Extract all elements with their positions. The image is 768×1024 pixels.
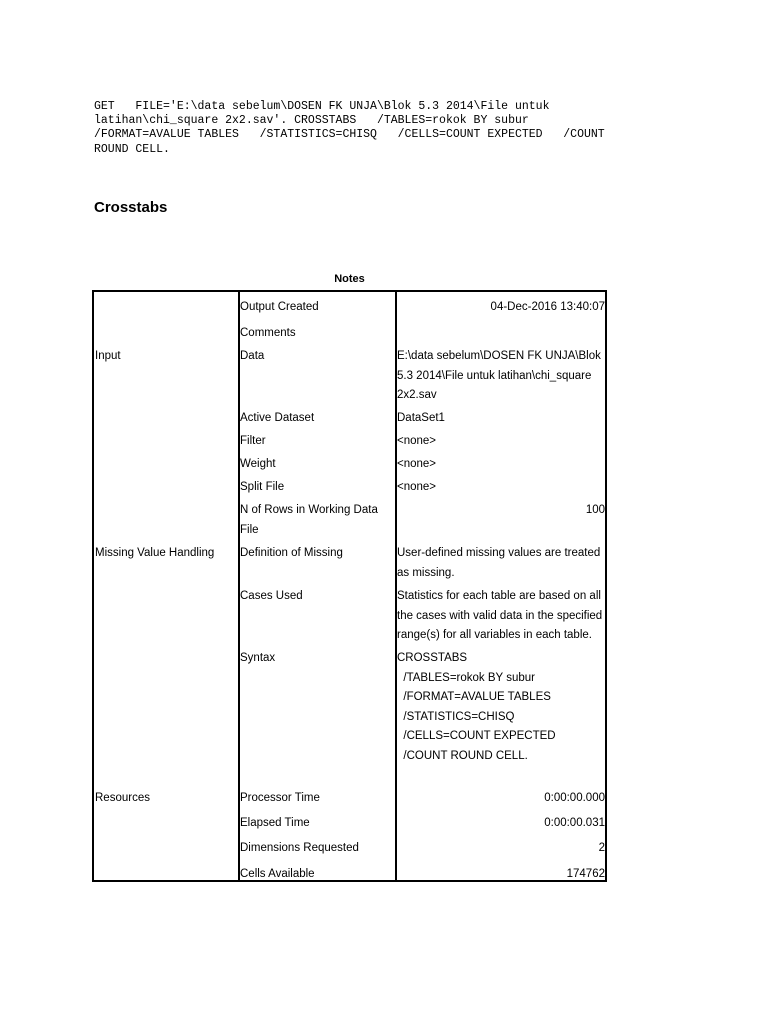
row-value: CROSSTABS /TABLES=rokok BY subur /FORMAT=AVALUE TABLES /STATISTICS=CHISQ /CELLS=COUNT EXPECTED /COUNT ROUND CELL. [397, 652, 556, 762]
row-label: Cells Available [240, 868, 315, 880]
table-caption: Notes [334, 273, 365, 285]
row-label: Comments [240, 327, 296, 339]
row-value: 04-Dec-2016 13:40:07 [490, 301, 605, 313]
row-value: 2 [598, 842, 605, 854]
row-label: Active Dataset [240, 412, 315, 424]
row-value: E:\data sebelum\DOSEN FK UNJA\Blok 5.3 2014\File untuk latihan\chi_square 2x2.sav [397, 350, 601, 402]
row-value: User-defined missing values are treated as missing. [397, 547, 601, 579]
syntax-text: GET FILE='E:\data sebelum\DOSEN FK UNJA\Blok 5.3 2014\File untuk latihan\chi_square 2x2.sav'. CROSSTABS /TABLES=rokok BY subur /FORMAT=AVALUE TABLES /STATISTICS=CHISQ /CELLS=COUNT EXPECTED /COUNT ROUND CELL. [94, 100, 605, 156]
row-value: <none> [397, 435, 437, 447]
row-label: Syntax [240, 652, 276, 664]
group-label: Resources [95, 792, 150, 804]
row-value: 0:00:00.000 [544, 792, 605, 804]
notes-table [92, 290, 607, 882]
row-value: 0:00:00.031 [544, 817, 605, 829]
row-label: Cases Used [240, 590, 303, 602]
row-label: Split File [240, 481, 285, 493]
row-value: 174762 [566, 868, 605, 880]
row-value: Statistics for each table are based on all the cases with valid data in the specified range(s) for all variables in each table. [397, 590, 603, 642]
row-label: Data [240, 350, 265, 362]
row-label: Output Created [240, 301, 319, 313]
section-heading: Crosstabs [94, 199, 168, 216]
row-label: Filter [240, 435, 266, 447]
row-label: N of Rows in Working Data File [240, 504, 378, 536]
row-label: Elapsed Time [240, 817, 310, 829]
group-label: Missing Value Handling [95, 547, 215, 559]
group-label: Input [95, 350, 121, 362]
row-label: Processor Time [240, 792, 320, 804]
row-value: <none> [397, 458, 437, 470]
row-label: Dimensions Requested [240, 842, 359, 854]
row-label: Definition of Missing [240, 547, 343, 559]
row-value: DataSet1 [397, 412, 445, 424]
row-value: 100 [585, 504, 605, 516]
row-value: <none> [397, 481, 437, 493]
row-label: Weight [240, 458, 276, 470]
